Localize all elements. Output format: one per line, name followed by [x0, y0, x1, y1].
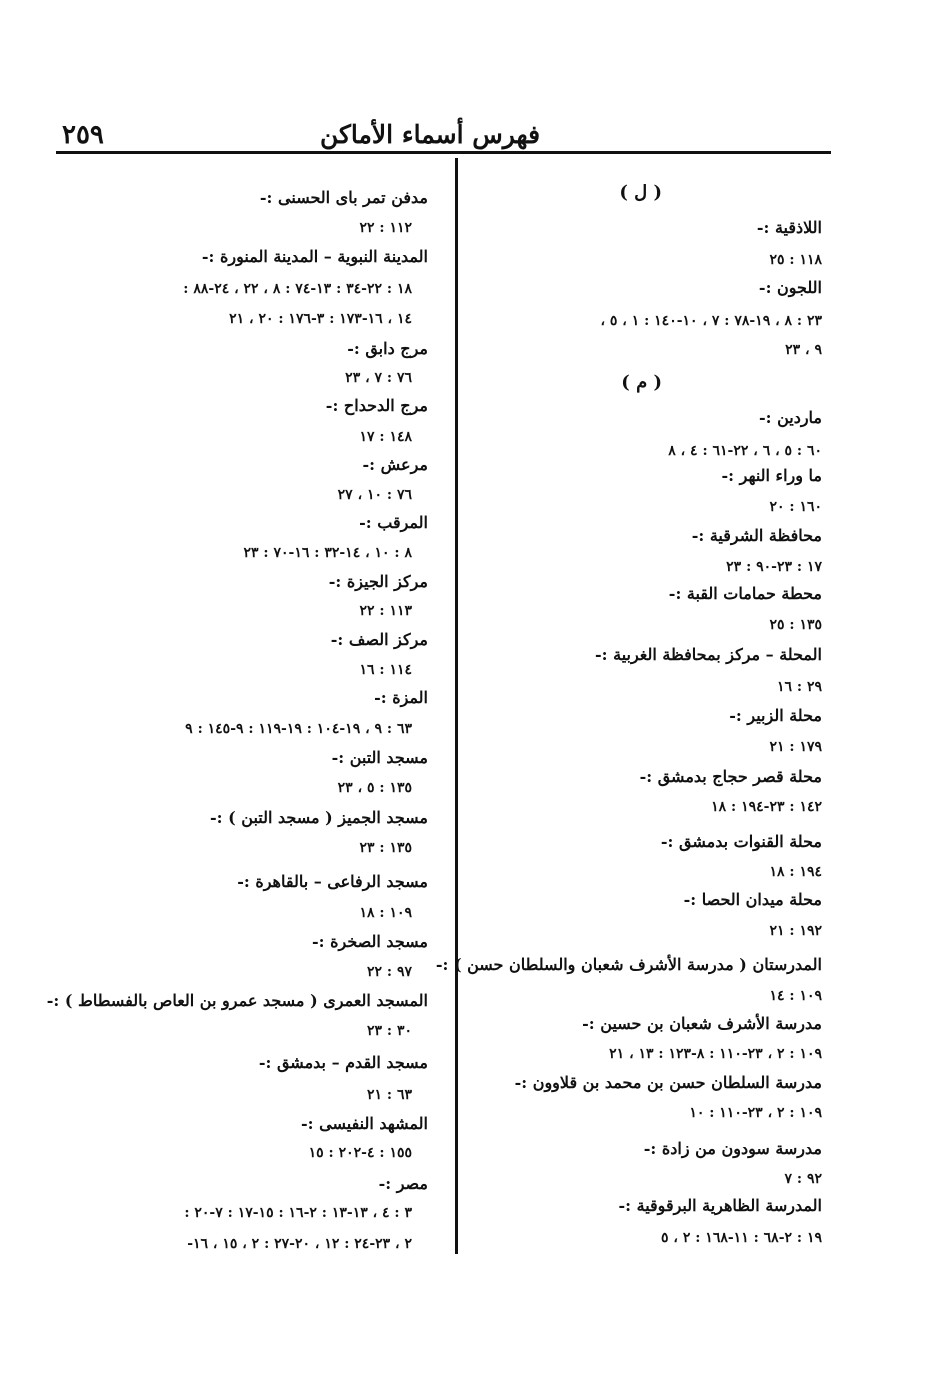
- index-entry-heading: المشهد النفيسى :-: [301, 1114, 428, 1133]
- index-entry-pages: ١٩ : ٢-٦٨ : ١١-١٦٨ : ٢ ، ٥: [661, 1230, 822, 1246]
- index-entry-pages: ١٤٢ : ٢٣-١٩٤ : ١٨: [711, 799, 822, 815]
- index-entry-heading: مدرسة الأشرف شعبان بن حسين :-: [582, 1014, 822, 1033]
- index-entry-pages: ١٧٩ : ٢١: [769, 739, 822, 755]
- index-entry-heading: اللاذقية :-: [756, 218, 822, 237]
- index-entry-pages: ٢٩ : ١٦: [776, 679, 822, 695]
- index-entry-pages: ٦٠ : ٥ ، ٦ ، ٢٢-٦١ : ٤ ، ٨: [668, 443, 822, 459]
- index-entry-heading: محافظة الشرقية :-: [691, 526, 822, 545]
- index-entry-pages: ١١٤ : ١٦: [359, 662, 412, 678]
- index-entry-pages: ١٠٩ : ٢ ، ٢٣-١١٠ : ١٠: [689, 1105, 822, 1121]
- index-entry-pages: ٧٦ : ١٠ ، ٢٧: [337, 487, 412, 503]
- index-entry-heading: مسجد الرفاعى – بالقاهرة :-: [237, 872, 428, 891]
- index-entry-heading: المدرستان ( مدرسة الأشرف شعبان والسلطان حسن ) :-: [435, 955, 822, 974]
- index-entry-heading: مسجد الجميز ( مسجد التبن ) :-: [210, 808, 428, 827]
- index-entry-pages: ١٣٥ : ٥ ، ٢٣: [337, 780, 412, 796]
- index-entry-pages: ١٠٩ : ١٨: [359, 905, 412, 921]
- section-letter: ( ل ): [619, 182, 662, 203]
- index-entry-heading: مدرسة سودون من زادة :-: [643, 1139, 822, 1158]
- index-entry-heading: المسجد العمرى ( مسجد عمرو بن العاص بالفسطاط ) :-: [46, 991, 428, 1010]
- header-rule: [56, 151, 831, 154]
- index-entry-heading: المحلة – مركز بمحافظة الغربية :-: [595, 645, 822, 664]
- index-entry-heading: محلة الزبير :-: [729, 706, 822, 725]
- index-entry-pages: ١٦٠ : ٢٠: [769, 499, 822, 515]
- index-entry-pages: ٨ : ١٠ ، ١٤-٣٢ : ١٦-٧٠ : ٢٣: [243, 545, 412, 561]
- index-entry-pages: ١٠٩ : ٢ ، ٢٣-١١٠ : ٨-١٢٣ : ١٣ ، ٢١: [609, 1046, 822, 1062]
- index-entry-pages: ١١٢ : ٢٢: [359, 220, 412, 236]
- index-entry-pages: ١١٣ : ٢٢: [359, 603, 412, 619]
- index-entry-pages: ١٣٥ : ٢٥: [769, 617, 822, 633]
- index-entry-heading: المرقب :-: [359, 513, 428, 532]
- index-entry-heading: المدينة النبوية – المدينة المنورة :-: [201, 247, 428, 266]
- index-entry-heading: المدرسة الظاهرية البرقوقية :-: [618, 1196, 822, 1215]
- index-entry-pages: ١١٨ : ٢٥: [769, 252, 822, 268]
- index-entry-heading: المزة :-: [374, 688, 428, 707]
- index-entry-heading: اللجون :-: [758, 278, 822, 297]
- index-entry-pages: ٣٠ : ٢٣: [366, 1023, 412, 1039]
- index-entry-pages: ٦٣ : ٢١: [366, 1087, 412, 1103]
- index-entry-heading: محلة قصر حجاج بدمشق :-: [639, 767, 822, 786]
- index-entry-pages: ٣ : ٤ ، ١٣-١٣ : ٢-١٦ : ١٥-١٧ : ٧-٢٠ :: [184, 1205, 412, 1221]
- index-entry-pages: ٩٢ : ٧: [784, 1171, 822, 1187]
- index-entry-heading: مرعش :-: [362, 455, 428, 474]
- index-entry-heading: مركز الجيزة :-: [328, 572, 428, 591]
- column-divider: [455, 158, 458, 1254]
- index-entry-pages: ٦٣ : ٩ ، ١٩-١٠٤ : ١٩-١١٩ : ٩-١٤٥ : ٩: [185, 721, 412, 737]
- index-entry-heading: محطة حمامات القبة :-: [668, 584, 822, 603]
- page-title: فهرس أسماء الأماكن: [319, 120, 541, 149]
- index-entry-pages: ١٣٥ : ٢٣: [359, 840, 412, 856]
- index-entry-heading: ما وراء النهر :-: [721, 466, 822, 485]
- index-entry-pages: ٩٧ : ٢٢: [366, 964, 412, 980]
- index-entry-heading: مدفن تمر باى الحسنى :-: [259, 188, 428, 207]
- index-entry-pages: ٢ ، ٢٣-٢٤ : ١٢ ، ٢٠-٢٧ : ٢ ، ١٥ ، ١٦-: [187, 1236, 412, 1252]
- index-entry-heading: مدرسة السلطان حسن بن محمد بن قلاوون :-: [514, 1073, 822, 1092]
- index-entry-pages: ١٩٤ : ١٨: [769, 864, 822, 880]
- index-entry-heading: مسجد التبن :-: [331, 748, 428, 767]
- index-entry-pages: ١٤٨ : ١٧: [359, 429, 412, 445]
- index-entry-pages: ١٩٢ : ٢١: [769, 923, 822, 939]
- index-entry-heading: مسجد القدم – بدمشق :-: [258, 1053, 428, 1072]
- index-entry-pages: ١٠٩ : ١٤: [769, 988, 822, 1004]
- index-entry-heading: مسجد الصخرة :-: [312, 932, 428, 951]
- index-entry-pages: ٩ ، ٢٣: [785, 342, 822, 358]
- index-entry-heading: مصر :-: [378, 1174, 428, 1193]
- index-entry-pages: ١٤ ، ١٦-١٧٣ : ٣-١٧٦ : ٢٠ ، ٢١: [229, 311, 412, 327]
- index-entry-heading: محلة القنوات بدمشق :-: [660, 832, 822, 851]
- index-entry-heading: ماردين :-: [758, 408, 822, 427]
- index-entry-heading: محلة ميدان الحصا :-: [683, 890, 822, 909]
- index-entry-pages: ١٧ : ٢٣-٩٠ : ٢٣: [726, 559, 822, 575]
- section-letter: ( م ): [621, 372, 662, 393]
- index-entry-pages: ١٥٥ : ٤-٢٠٢ : ١٥: [308, 1145, 412, 1161]
- index-entry-heading: مرج دابق :-: [347, 339, 428, 358]
- page-number: ٢٥٩: [62, 120, 104, 150]
- index-entry-heading: مرج الدحداح :-: [325, 396, 428, 415]
- index-entry-pages: ٢٣ : ٨ ، ١٩-٧٨ : ٧ ، ١٠-١٤٠ : ١ ، ٥ ،: [600, 313, 822, 329]
- index-entry-pages: ١٨ : ٢٢-٣٤ : ١٣-٧٤ : ٨ ، ٢٢ ، ٢٤-٨٨ :: [183, 281, 412, 297]
- index-entry-heading: مركز الصف :-: [330, 630, 428, 649]
- index-entry-pages: ٧٦ : ٧ ، ٢٣: [345, 370, 412, 386]
